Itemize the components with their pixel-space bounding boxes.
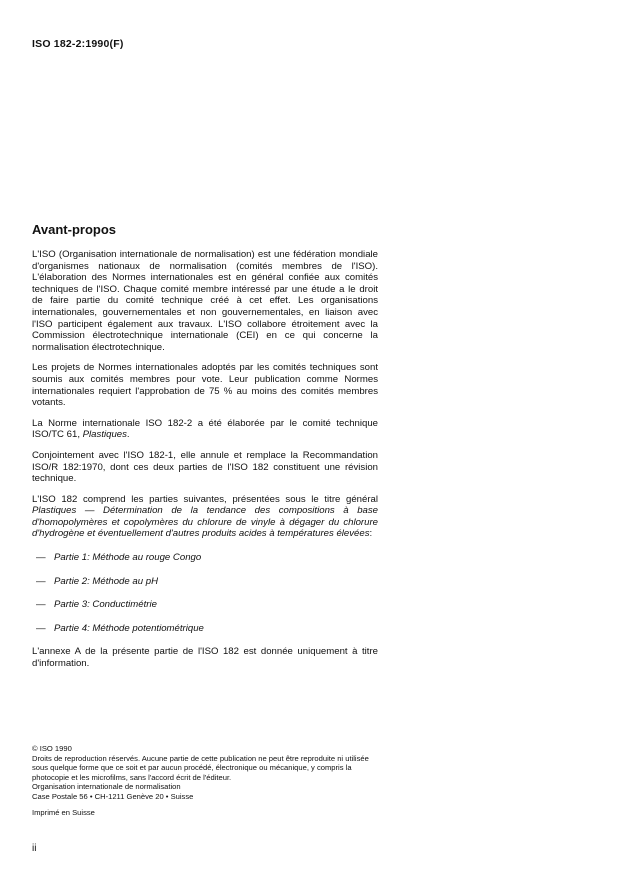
list-item [32,599,378,611]
list-dash: — [36,552,46,564]
paragraph-replacement: Conjointement avec l'ISO 182-1, elle annule et remplace la Recommandation ISO/R 182:1970, dont ces deux parties de l'ISO 182 constituent une révision technique. [32,449,378,485]
page-number: ii [32,843,37,854]
list-item [32,552,378,564]
foreword-body [32,249,378,679]
paragraph-parts-intro-end: : [369,528,373,540]
list-dash: — [36,599,46,611]
copyright-block [32,744,378,817]
parts-list [32,552,378,634]
paragraph-technical-committee [32,418,378,441]
section-title: Avant-propos [32,222,117,237]
paragraph-technical-committee-end: . [126,429,130,441]
part-title: Partie 4: Méthode potentiométrique [54,622,204,634]
part-title: Partie 2: Méthode au pH [54,575,158,587]
paragraph-parts-intro [32,494,378,540]
copyright-notice: © ISO 1990 [32,744,72,753]
publisher-name: Organisation internationale de normalisation [32,782,181,792]
list-item [32,576,378,588]
paragraph-draft-standards: Les projets de Normes internationales adoptés par les comités techniques sont soumis aux comités membres pour vote. Leur publication comme Normes internationales requiert l'approbation de 75 % au moins des comités membres votants. [32,362,378,409]
part-title: Partie 1: Méthode au rouge Congo [54,552,202,564]
copyright-rights: Droits de reproduction réservés. Aucune partie de cette publication ne peut être reproduite ni utilisée sous quelque forme que ce soit et par aucun procédé, électronique ou mécanique, y compris la photocopie et les microfilms, sans l'accord écrit de l'éditeur. [32,753,369,782]
part-title: Partie 3: Conductimétrie [54,599,157,611]
list-dash: — [36,622,46,634]
list-dash: — [36,575,46,587]
document-id: ISO 182-2:1990(F) [32,38,124,50]
paragraph-annex: L'annexe A de la présente partie de l'ISO 182 est donnée uniquement à titre d'information. [32,646,378,670]
paragraph-parts-intro-text: L'ISO 182 comprend les parties suivantes, présentées sous le titre général [32,493,378,505]
paragraph-technical-committee-text: La Norme internationale ISO 182-2 a été élaborée par le comité technique ISO/TC 61, [32,417,378,441]
publisher-address: Case Postale 56 • CH-1211 Genève 20 • Suisse [32,791,194,801]
general-title: Plastiques — Détermination de la tendance des compositions à base d'homopolymères et copolymères du chlorure de vinyle à dégager du chlorure d'hydrogène et éventuellement d'autres produits acides à températures élevées [32,505,378,540]
list-item [32,623,378,635]
paragraph-iso-organisation: L'ISO (Organisation internationale de normalisation) est une fédération mondiale d'organismes nationaux de normalisation (comités membres de l'ISO). L'élaboration des Normes internationales est en général confiée aux comités techniques de l'ISO. Chaque comité membre intéressé par une étude a le droit de faire partie du comité technique créé à cet effet. Les organisations internationales, gouvernementales et non gouvernementales, en liaison avec l'ISO participent également aux travaux. L'ISO collabore étroitement avec la Commission électrotechnique internationale (CEI) en ce qui concerne la normalisation électrotechnique. [32,249,378,353]
committee-title: Plastiques [82,429,127,441]
printed-in: Imprimé en Suisse [32,807,95,817]
